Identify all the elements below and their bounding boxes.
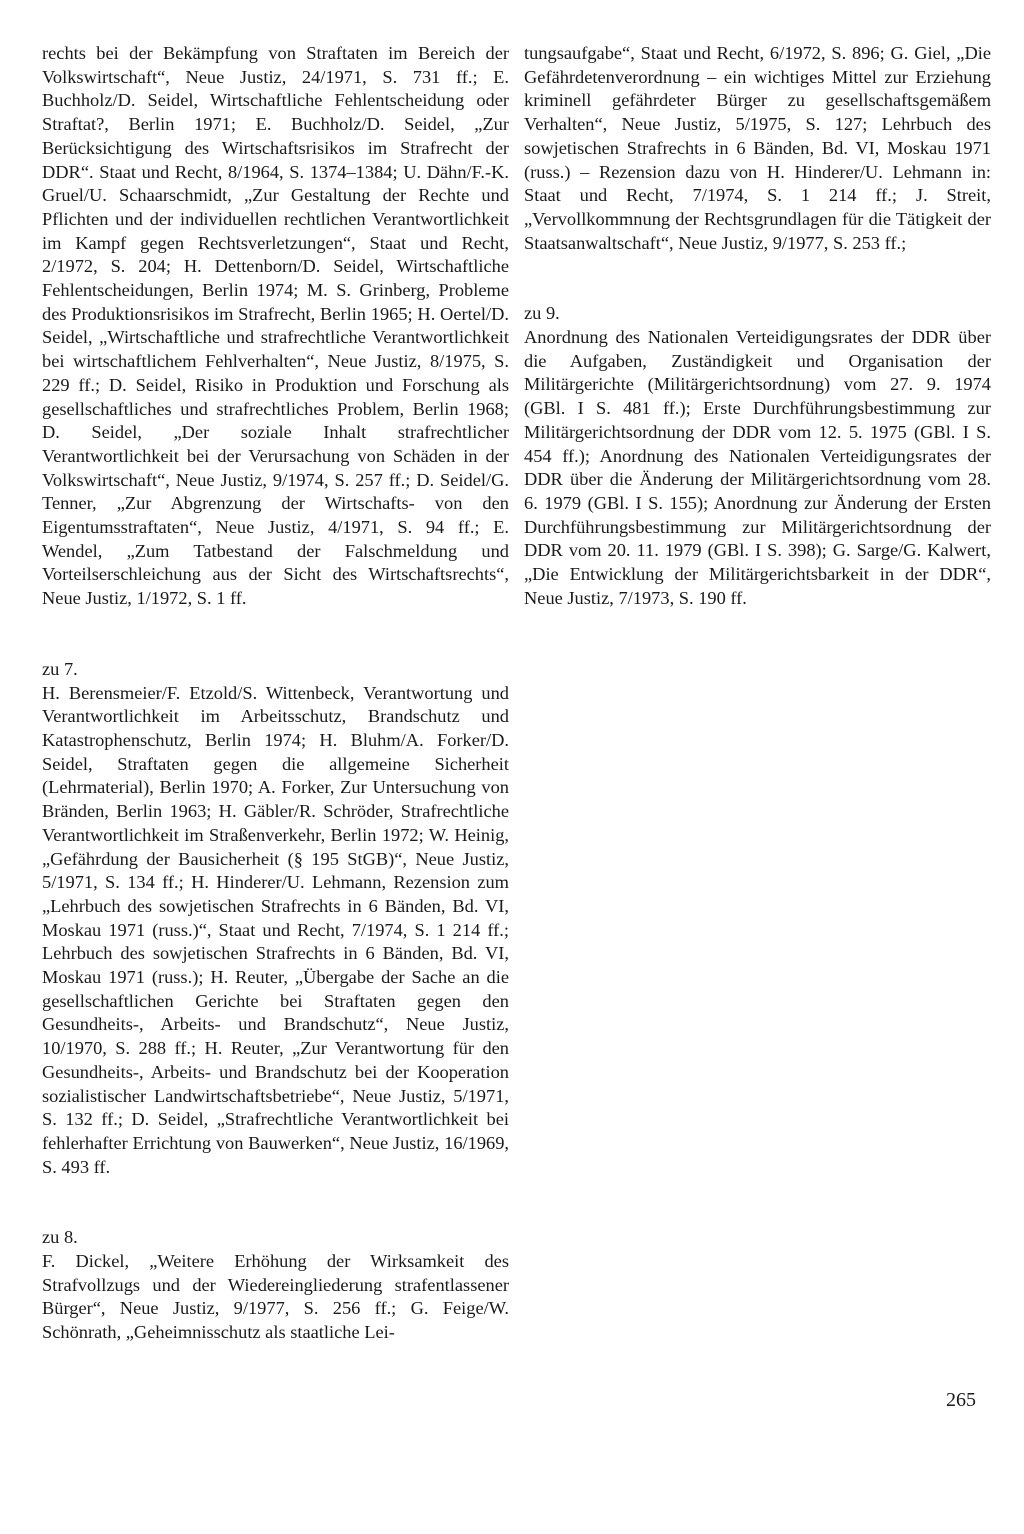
page-number: 265 <box>946 1389 976 1411</box>
section-heading-7: zu 7. <box>42 658 78 679</box>
left-column <box>42 42 509 1345</box>
bibliography-paragraph-7: H. Berensmeier/F. Etzold/S. Wittenbeck, Verantwortung und Verantwortlichkeit im Arbeitsschutz, Brandschutz und Katastrophenschutz, Berlin 1974; H. Bluhm/A. Forker/D. Seidel, Straftaten gegen die allgemeine Sicherheit (Lehrmaterial), Berlin 1970; A. Forker, Zur Untersuchung von Bränden, Berlin 1963; H. Gäbler/R. Schröder, Strafrechtliche Verantwortlichkeit im Straßenverkehr, Berlin 1972; W. Heinig, „Gefährdung der Bausicherheit (§ 195 StGB)“, Neue Justiz, 5/1971, S. 134 ff.; H. Hinderer/U. Lehmann, Rezension zum „Lehrbuch des sowjetischen Strafrechts in 6 Bänden, Bd. VI, Moskau 1971 (russ.)“, Staat und Recht, 7/1974, S. 1 214 ff.; Lehrbuch des sowjetischen Strafrechts in 6 Bänden, Bd. VI, Moskau 1971 (russ.); H. Reuter, „Übergabe der Sache an die gesellschaftlichen Gerichte bei Straftaten gegen den Gesundheits-, Arbeits- und Brandschutz“, Neue Justiz, 10/1970, S. 288 ff.; H. Reuter, „Zur Verantwortung für den Gesundheits-, Arbeits- und Brandschutz bei der Kooperation sozialistischer Landwirtschaftsbetriebe“, Neue Justiz, 5/1971, S. 132 ff.; D. Seidel, „Strafrechtliche Verantwortlichkeit bei fehlerhafter Errichtung von Bauwerken“, Neue Justiz, 16/1969, S. 493 ff. <box>42 682 509 1177</box>
bibliography-paragraph-continued: rechts bei der Bekämpfung von Straftaten im Bereich der Volkswirtschaft“, Neue Justiz, 24/1971, S. 731 ff.; E. Buchholz/D. Seidel, Wirtschaftliche Fehlentscheidung oder Straftat?, Berlin 1971; E. Buchholz/D. Seidel, „Zur Berücksichtigung des Wirtschaftsrisikos im Strafrecht der DDR“. Staat und Recht, 8/1964, S. 1374–1384; U. Dähn/F.-K. Gruel/U. Schaarschmidt, „Zur Gestaltung der Rechte und Pflichten und der individuellen rechtlichen Verantwortlichkeit im Kampf gegen Rechtsverletzungen“, Staat und Recht, 2/1972, S. 204; H. Dettenborn/D. Seidel, Wirtschaftliche Fehlentscheidungen, Berlin 1974; M. S. Grinberg, Probleme des Produktionsrisikos im Strafrecht, Berlin 1965; H. Oertel/D. Seidel, „Wirtschaftliche und strafrechtliche Verantwortlichkeit bei wirtschaftlichem Fehlverhalten“, Neue Justiz, 8/1975, S. 229 ff.; D. Seidel, Risiko in Produktion und Forschung als gesellschaftliches und strafrechtliches Problem, Berlin 1968; D. Seidel, „Der soziale Inhalt strafrechtlicher Verantwortlichkeit bei der Verursachung von Schäden in der Volkswirtschaft“, Neue Justiz, 9/1974, S. 257 ff.; D. Seidel/G. Tenner, „Zur Abgrenzung der Wirtschafts- von den Eigentumsstraftaten“, Neue Justiz, 4/1971, S. 94 ff.; E. Wendel, „Zum Tatbestand der Falschmeldung und Vorteilserschleichung aus der Sicht des Wirtschaftsrechts“, Neue Justiz, 1/1972, S. 1 ff. <box>42 43 509 609</box>
paragraph-spacer <box>524 255 991 302</box>
section-heading-9: zu 9. <box>524 303 560 324</box>
section-heading-8: zu 8. <box>42 1227 78 1248</box>
paragraph-spacer <box>42 611 509 658</box>
bibliography-paragraph-8-continued: tungsaufgabe“, Staat und Recht, 6/1972, S. 896; G. Giel, „Die Gefährdetenverordnung – ein wichtiges Mittel zur Erziehung kriminell gefährdeter Bürger zu gesellschaftsgemäßem Verhalten“, Neue Justiz, 5/1975, S. 127; Lehrbuch des sowjetischen Strafrechts in 6 Bänden, Bd. VI, Moskau 1971 (russ.) – Rezension dazu von H. Hinderer/U. Lehmann in: Staat und Recht, 7/1974, S. 1 214 ff.; J. Streit, „Vervollkommnung der Rechtsgrundlagen für die Tätigkeit der Staatsanwaltschaft“, Neue Justiz, 9/1977, S. 253 ff.; <box>524 43 991 253</box>
bibliography-paragraph-8: F. Dickel, „Weitere Erhöhung der Wirksamkeit des Strafvollzugs und der Wiedereingliederung strafentlassener Bürger“, Neue Justiz, 9/1977, S. 256 ff.; G. Feige/W. Schönrath, „Geheimnisschutz als staatliche Lei- <box>42 1251 509 1343</box>
paragraph-spacer <box>42 1179 509 1226</box>
bibliography-paragraph-9: Anordnung des Nationalen Verteidigungsrates der DDR über die Aufgaben, Zuständigkeit und Organisation der Militärgerichte (Militärgerichtsordnung) vom 27. 9. 1974 (GBl. I S. 481 ff.); Erste Durchführungsbestimmung zur Militärgerichtsordnung der DDR vom 12. 5. 1975 (GBl. I S. 454 ff.); Anordnung des Nationalen Verteidigungsrates der DDR über die Änderung der Militärgerichtsordnung vom 28. 6. 1979 (GBl. I S. 155); Anordnung zur Änderung der Ersten Durchführungsbestimmung zur Militärgerichtsordnung der DDR vom 20. 11. 1979 (GBl. I S. 398); G. Sarge/G. Kalwert, „Die Entwicklung der Militärgerichtsbarkeit in der DDR“, Neue Justiz, 7/1973, S. 190 ff. <box>524 327 991 608</box>
right-column <box>524 42 991 610</box>
